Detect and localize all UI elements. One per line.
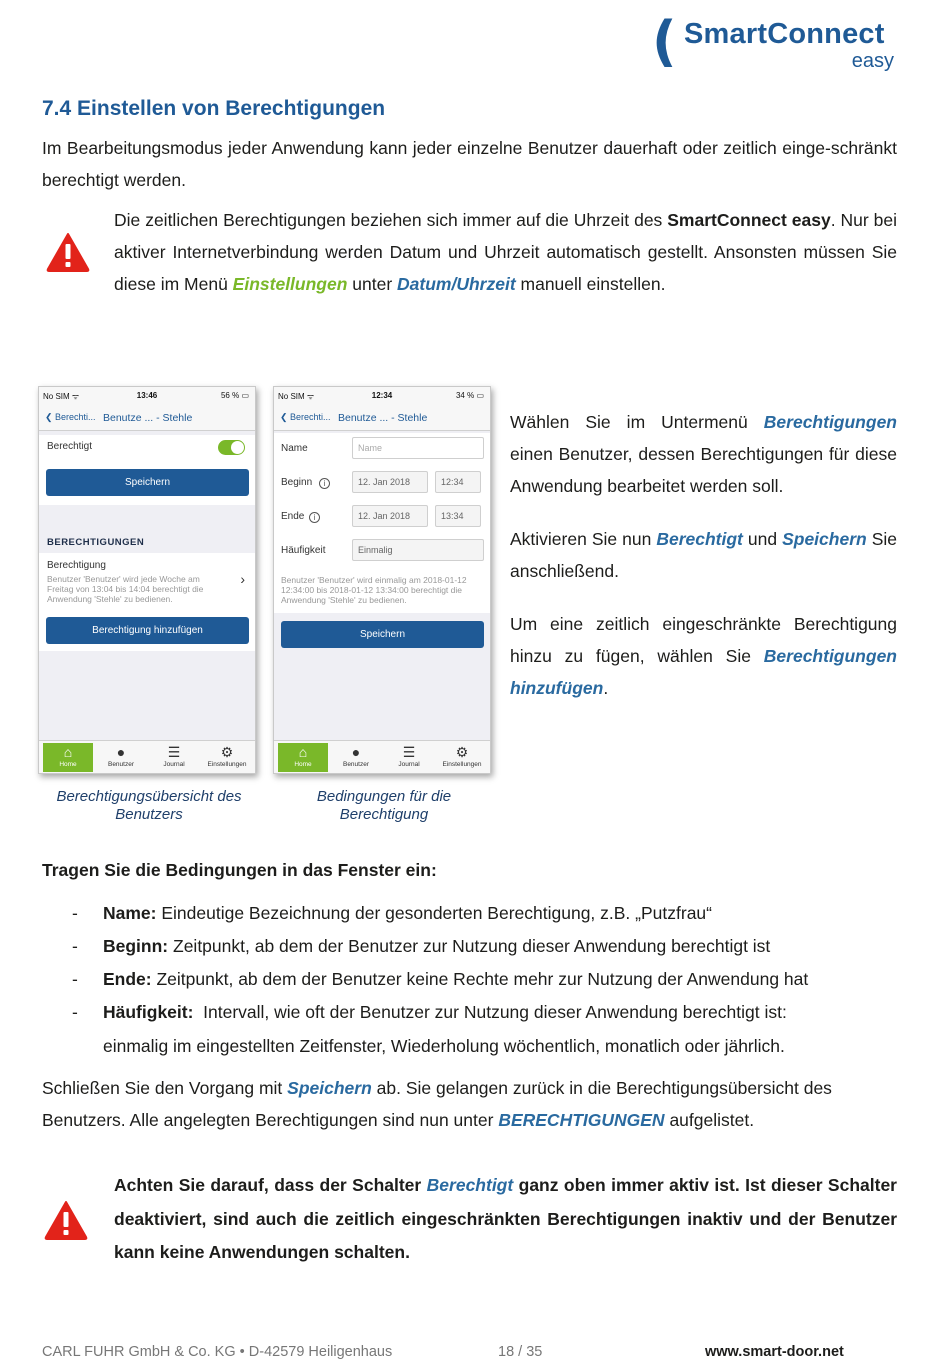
closing-text: Schließen Sie den Vorgang mit <box>42 1078 288 1098</box>
berechtigt-toggle[interactable] <box>218 440 245 455</box>
end-time-picker[interactable]: 13:34 <box>435 505 481 527</box>
side-text: und <box>742 529 783 549</box>
battery: 56 % ▭ <box>220 391 249 400</box>
tab-label: Home <box>59 761 77 768</box>
tab-label: Benutzer <box>107 761 135 768</box>
term-berechtigt: Berechtigt <box>426 1175 514 1195</box>
side-text: Wählen Sie im Untermenü <box>510 412 764 432</box>
term-berechtigungen: Berechtigungen <box>763 412 897 432</box>
tab-bar <box>39 740 255 773</box>
nav-title: Benutze ... - Stehle <box>338 412 428 424</box>
list-text: Zeitpunkt, ab dem der Benutzer keine Rechte mehr zur Nutzung der Anwendung hat <box>151 969 809 989</box>
side-paragraph-3 <box>510 608 897 704</box>
tab-journal[interactable] <box>149 743 199 772</box>
add-permission-button[interactable]: Berechtigung hinzufügen <box>46 617 249 644</box>
home-icon: ⌂ <box>63 744 73 760</box>
name-input[interactable]: Name <box>352 437 484 459</box>
side-text: Sie anschließend. <box>510 529 897 581</box>
end-label: Ende <box>281 511 305 522</box>
closing-text: ab. Sie gelangen zurück in die Berechtigungsübersicht des Benutzers. Alle angelegten Berechtigungen sind nun unter <box>42 1078 832 1130</box>
caption-conditions: Bedingungen für die Berechtigung <box>316 788 452 823</box>
user-icon: ● <box>116 744 126 760</box>
tab-label: Einstellungen <box>442 761 482 768</box>
conditions-title: Tragen Sie die Bedingungen in das Fenster ein: <box>42 860 437 880</box>
add-row <box>39 609 255 651</box>
list-text: Eindeutige Bezeichnung der gesonderten Berechtigung, z.B. „Putzfrau“ <box>156 903 712 923</box>
tab-benutzer[interactable] <box>96 743 146 772</box>
save-row <box>39 459 255 505</box>
term-berechtigungen-hinzufuegen: Berechtigungen hinzufügen <box>510 646 897 698</box>
list-icon: ☰ <box>167 744 181 760</box>
warning-text-2: . Nur bei aktiver Internetverbindung werden Datum und Uhrzeit automatisch gestellt. Ansonsten müssen Sie diese im Menü <box>114 210 898 294</box>
back-button[interactable]: ❮ Berechti... <box>45 412 96 422</box>
entry-description: Benutzer 'Benutzer' wird jede Woche am Freitag von 13:04 bis 14:04 berechtigt die Anwendung 'Stehle' zu bedienen. <box>47 574 204 604</box>
clock: 13:46 <box>136 391 158 400</box>
back-button[interactable]: ❮ Berechti... <box>280 412 331 422</box>
gear-icon: ⚙ <box>455 744 469 760</box>
warning-switch-note <box>114 1169 897 1270</box>
end-date-picker[interactable]: 12. Jan 2018 <box>352 505 428 527</box>
tab-label: Benutzer <box>342 761 370 768</box>
side-text: Um eine zeitlich eingeschränkte Berechtigung hinzu zu fügen, wählen Sie <box>510 614 897 666</box>
status-bar <box>39 387 255 405</box>
permission-entry[interactable] <box>39 553 255 609</box>
caption-overview: Berechtigungsübersicht des Benutzers <box>56 788 242 823</box>
list-text: Zeitpunkt, ab dem der Benutzer zur Nutzung dieser Anwendung berechtigt ist <box>168 936 771 956</box>
logo-bracket: ( <box>652 10 677 73</box>
begin-label: Beginn <box>281 477 313 488</box>
term-speichern: Speichern <box>782 529 867 549</box>
status-bar <box>274 387 490 405</box>
section-header: BERECHTIGUNGEN <box>47 537 145 548</box>
warning-time-note <box>114 204 897 300</box>
logo-sub-text: easy <box>851 50 894 72</box>
user-icon: ● <box>351 744 361 760</box>
tab-benutzer[interactable] <box>331 743 381 772</box>
warning-text-1: Die zeitlichen Berechtigungen beziehen sich immer auf die Uhrzeit des <box>114 210 668 230</box>
list-term: Name: <box>103 903 157 923</box>
phone-screenshot-conditions <box>273 386 491 774</box>
phone-screenshot-overview <box>38 386 256 774</box>
tab-label: Journal <box>398 761 420 768</box>
berechtigt-label: Berechtigt <box>47 441 93 452</box>
tab-bar <box>274 740 490 773</box>
list-continuation-text: einmalig im eingestellten Zeitfenster, Wiederholung wöchentlich, monatlich oder jährlich. <box>103 1036 785 1056</box>
frequency-select[interactable]: Einmalig <box>352 539 484 561</box>
tab-home[interactable] <box>278 743 328 772</box>
list-icon: ☰ <box>402 744 416 760</box>
list-term: Ende: <box>103 969 152 989</box>
warning-icon <box>44 1200 88 1240</box>
side-text: . <box>603 678 609 698</box>
warning-text-4: manuell einstellen. <box>515 274 666 294</box>
nav-bar <box>39 405 255 431</box>
menu-datum-uhrzeit: Datum/Uhrzeit <box>397 274 516 294</box>
condition-summary: Benutzer 'Benutzer' wird einmalig am 2018-01-12 12:34:00 bis 2018-01-12 13:34:00 berechtigt die Anwendung 'Stehle' zu bedienen. <box>281 575 467 605</box>
closing-text: aufgelistet. <box>664 1110 755 1130</box>
brand-name: SmartConnect easy <box>667 210 831 230</box>
term-berechtigt: Berechtigt <box>656 529 743 549</box>
frequency-label: Häufigkeit <box>281 545 326 556</box>
berechtigt-row <box>39 435 255 459</box>
side-paragraph-1 <box>510 406 897 502</box>
name-label: Name <box>281 443 308 454</box>
tab-label: Einstellungen <box>207 761 247 768</box>
begin-time-picker[interactable]: 12:34 <box>435 471 481 493</box>
side-paragraph-2 <box>510 523 897 587</box>
menu-einstellungen: Einstellungen <box>232 274 348 294</box>
nav-title: Benutze ... - Stehle <box>103 412 193 424</box>
gear-icon: ⚙ <box>220 744 234 760</box>
form-area <box>274 433 490 613</box>
entry-title: Berechtigung <box>47 560 106 571</box>
list-term: Beginn: <box>103 936 169 956</box>
info-icon[interactable]: i <box>309 512 320 523</box>
side-text: einen Benutzer, dessen Berechtigungen für diese Anwendung bearbeitet werden soll. <box>510 444 897 496</box>
term-speichern: Speichern <box>287 1078 372 1098</box>
nav-bar <box>274 405 490 431</box>
chevron-right-icon: › <box>240 571 245 587</box>
section-heading: 7.4 Einstellen von Berechtigungen <box>42 97 386 120</box>
tab-label: Journal <box>163 761 185 768</box>
footer-url: www.smart-door.net <box>705 1344 844 1360</box>
footer-company: CARL FUHR GmbH & Co. KG • D-42579 Heiligenhaus <box>42 1344 393 1360</box>
tab-einstellungen[interactable] <box>437 743 487 772</box>
save-button[interactable]: Speichern <box>281 621 484 648</box>
tab-einstellungen[interactable] <box>202 743 252 772</box>
tab-home[interactable] <box>43 743 93 772</box>
intro-paragraph: Im Bearbeitungsmodus jeder Anwendung kann jeder einzelne Benutzer dauerhaft oder zeitlich einge-schränkt berechtigt werden. <box>42 138 897 190</box>
term-berechtigungen-caps: BERECHTIGUNGEN <box>498 1110 665 1130</box>
save-button[interactable]: Speichern <box>46 469 249 496</box>
warning-text: Achten Sie darauf, dass der Schalter <box>114 1175 427 1195</box>
list-text: Intervall, wie oft der Benutzer zur Nutzung dieser Anwendung berechtigt ist: <box>193 1002 787 1022</box>
warning-text: ganz oben immer aktiv ist. Ist dieser Schalter deaktiviert, sind auch die zeitlich eingeschränkten Berechtigungen inaktiv und der Benutzer kann keine Anwendungen schalten. <box>114 1175 897 1262</box>
carrier: No SIM ᯤ <box>278 392 315 401</box>
info-icon[interactable]: i <box>319 478 330 489</box>
carrier: No SIM ᯤ <box>43 392 80 401</box>
tab-label: Home <box>294 761 312 768</box>
tab-journal[interactable] <box>384 743 434 772</box>
begin-date-picker[interactable]: 12. Jan 2018 <box>352 471 428 493</box>
smartconnect-logo <box>652 10 902 73</box>
clock: 12:34 <box>371 391 393 400</box>
battery: 34 % ▭ <box>455 391 484 400</box>
home-icon: ⌂ <box>298 744 308 760</box>
list-term: Häufigkeit: <box>103 1002 194 1022</box>
footer-page-number: 18 / 35 <box>498 1344 543 1360</box>
side-text: Aktivieren Sie nun <box>510 529 657 549</box>
logo-main-text: SmartConnect <box>684 18 885 50</box>
closing-paragraph <box>42 1072 897 1136</box>
warning-text-3: unter <box>347 274 398 294</box>
warning-icon <box>46 232 90 272</box>
